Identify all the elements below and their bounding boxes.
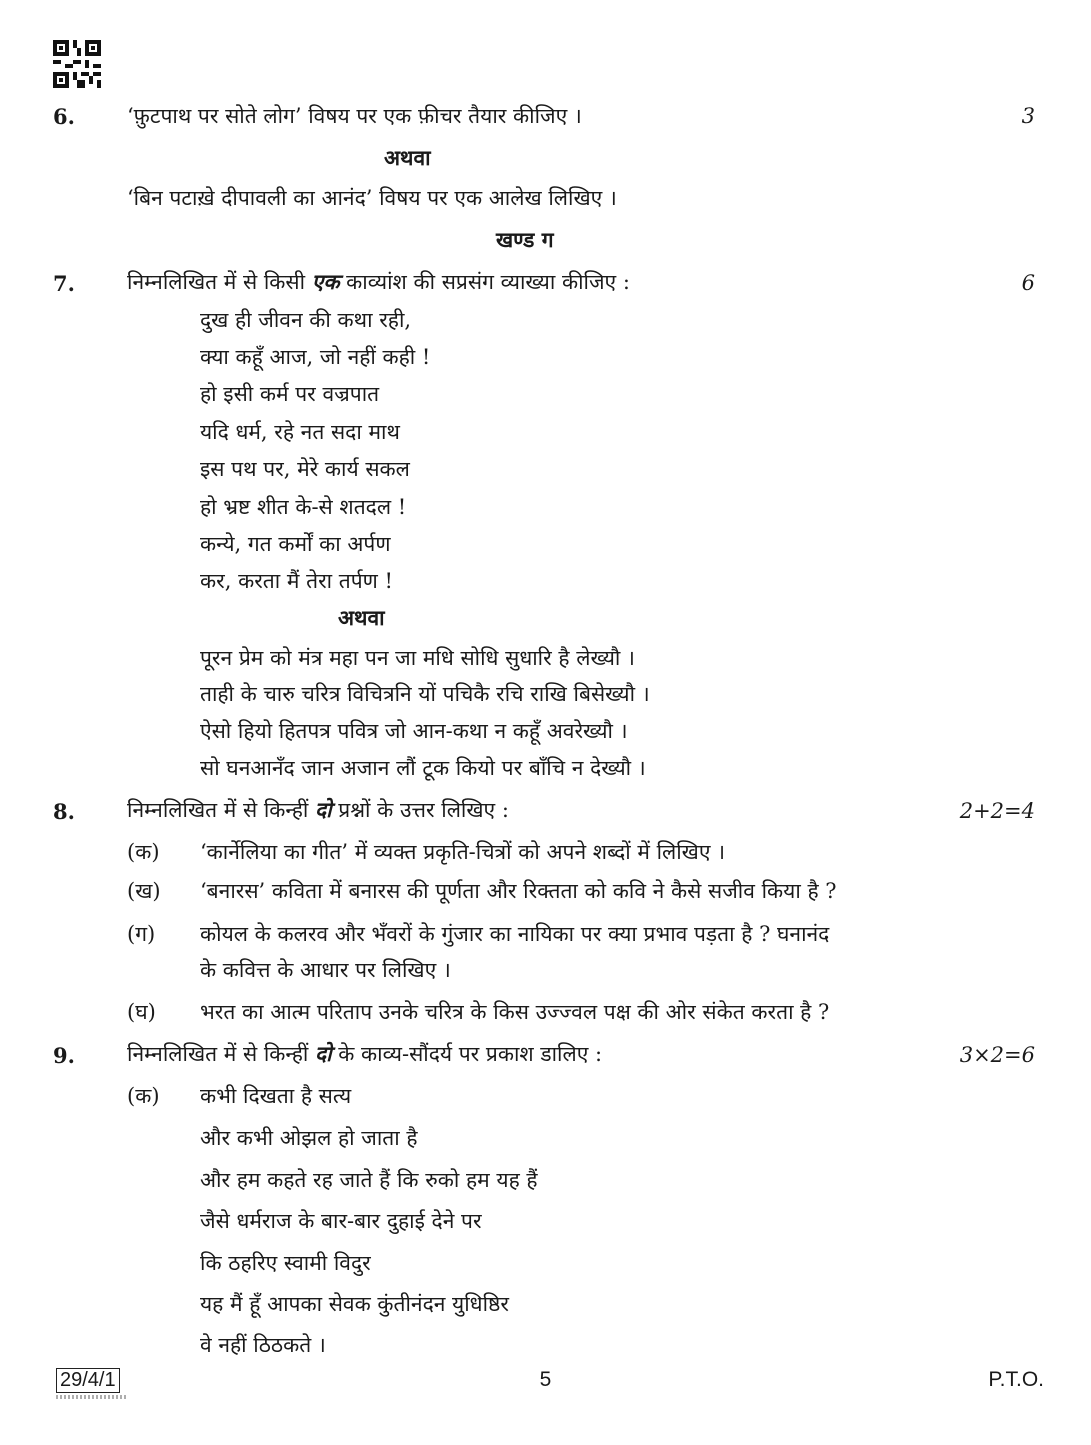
question-text: निम्नलिखित में से किन्हीं दो के काव्य-सौंदर्य पर प्रकाश डालिए : [127,1041,603,1066]
verse-line: और हम कहते रह जाते हैं कि रुको हम यह हैं [200,1168,538,1192]
sub-question-text: ‘बनारस’ कविता में बनारस की पूर्णता और रिक्तता को कवि ने कैसे सजीव किया है ? [200,879,837,903]
verse-line: यह मैं हूँ आपका सेवक कुंतीनंदन युधिष्ठिर [200,1292,509,1316]
alternative-question-text: ‘बिन पटाख़े दीपावली का आनंद’ विषय पर एक आलेख लिखिए । [127,186,617,210]
or-separator: अथवा [384,145,431,170]
verse-line: जैसे धर्मराज के बार-बार दुहाई देने पर [200,1209,482,1233]
verse-line: क्या कहूँ आज, जो नहीं कही ! [200,345,431,369]
verse-line: कभी दिखता है सत्य [200,1084,352,1108]
question-number: 8. [53,799,75,824]
sub-question-label: (घ) [127,1000,156,1024]
verse-line: हो भ्रष्ट शीत के-से शतदल ! [200,495,407,519]
verse-line: कर, करता मैं तेरा तर्पण ! [200,569,393,593]
question-number: 6. [53,104,75,129]
question-marks: 3 [1021,104,1035,128]
question-marks: 2+2=4 [959,799,1035,823]
sub-question-text: ‘कार्नेलिया का गीत’ में व्यक्त प्रकृति-चित्रों को अपने शब्दों में लिखिए । [200,840,726,864]
sub-question-text: के कवित्त के आधार पर लिखिए । [200,958,451,982]
verse-line: कि ठहरिए स्वामी विदुर [200,1251,371,1275]
or-separator: अथवा [338,605,385,630]
question-marks: 6 [1021,271,1035,295]
verse-line: हो इसी कर्म पर वज्रपात [200,382,380,406]
section-heading: खण्ड ग [496,227,554,252]
verse-line: वे नहीं ठिठकते । [200,1333,326,1357]
verse-line: यदि धर्म, रहे नत सदा माथ [200,420,400,444]
sub-question-label: (ख) [127,879,161,903]
verse-line: ऐसो हियो हितपत्र पवित्र जो आन-कथा न कहूँ अवरेख्यौ । [200,719,628,743]
please-turn-over: P.T.O. [988,1368,1044,1391]
question-marks: 3×2=6 [959,1043,1035,1067]
sub-question-label: (क) [127,1084,160,1108]
question-text: निम्नलिखित में से किसी एक काव्यांश की सप्रसंग व्याख्या कीजिए : [127,269,630,294]
sub-question-text: भरत का आत्म परिताप उनके चरित्र के किस उज्ज्वल पक्ष की ओर संकेत करता है ? [200,1000,830,1024]
verse-line: सो घनआनँद जान अजान लौं टूक कियो पर बाँचि न देख्यौ । [200,756,646,780]
sub-question-text: कोयल के कलरव और भँवरों के गुंजार का नायिका पर क्या प्रभाव पड़ता है ? घनानंद [200,922,830,946]
sub-question-label: (क) [127,840,160,864]
question-number: 9. [53,1043,75,1068]
verse-line: और कभी ओझल हो जाता है [200,1126,418,1150]
page-number: 5 [539,1368,552,1391]
question-number: 7. [53,271,75,296]
verse-line: कन्ये, गत कर्मों का अर्पण [200,532,391,556]
verse-line: पूरन प्रेम को मंत्र महा पन जा मधि सोधि सुधारि है लेख्यौ । [200,646,635,670]
verse-line: इस पथ पर, मेरे कार्य सकल [200,457,410,481]
paper-code: 29/4/1 [56,1368,128,1399]
verse-line: दुख ही जीवन की कथा रही, [200,308,412,332]
qr-code-icon [53,40,101,88]
verse-line: ताही के चारु चरित्र विचित्रनि यों पचिकै रचि राखि बिसेख्यौ । [200,682,650,706]
sub-question-label: (ग) [127,922,156,946]
question-text: निम्नलिखित में से किन्हीं दो प्रश्नों के उत्तर लिखिए : [127,797,509,822]
question-text: ‘फ़ुटपाथ पर सोते लोग’ विषय पर एक फ़ीचर तैयार कीजिए । [127,104,582,128]
